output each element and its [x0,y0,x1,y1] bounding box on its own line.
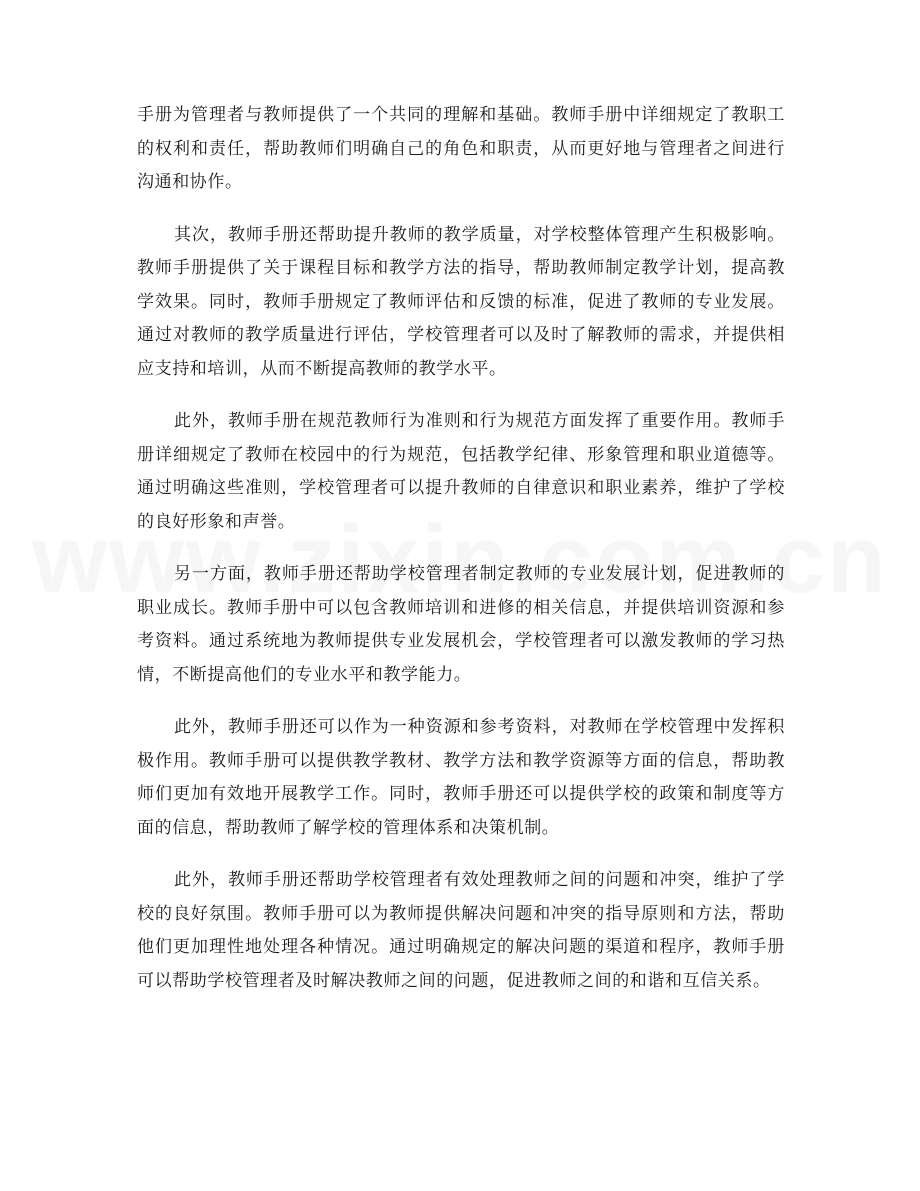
document-body [137,99,785,1017]
paragraph-1: 手册为管理者与教师提供了一个共同的理解和基础。教师手册中详细规定了教职工的权利和责任，帮助教师们明确自己的角色和职责，从而更好地与管理者之间进行沟通和协作。 [137,105,785,192]
paragraph-2: 其次，教师手册还帮助提升教师的教学质量，对学校整体管理产生积极影响。教师手册提供了关于课程目标和教学方法的指导，帮助教师制定教学计划，提高教学效果。同时，教师手册规定了教师评估和反馈的标准，促进了教师的专业发展。通过对教师的教学质量进行评估，学校管理者可以及时了解教师的需求，并提供相应支持和培训，从而不断提高教师的教学水平。 [137,224,785,379]
paragraph-4: 另一方面，教师手册还帮助学校管理者制定教师的专业发展计划，促进教师的职业成长。教师手册中可以包含教师培训和进修的相关信息，并提供培训资源和参考资料。通过系统地为教师提供专业发展机会，学校管理者可以激发教师的学习热情，不断提高他们的专业水平和教学能力。 [137,564,785,685]
paragraph-6: 此外，教师手册还帮助学校管理者有效处理教师之间的问题和冲突，维护了学校的良好氛围。教师手册可以为教师提供解决问题和冲突的指导原则和方法，帮助他们更加理性地处理各种情况。通过明确规定的解决问题的渠道和程序，教师手册可以帮助学校管理者及时解决教师之间的问题，促进教师之间的和谐和互信关系。 [137,870,785,991]
paragraph-5: 此外，教师手册还可以作为一种资源和参考资料，对教师在学校管理中发挥积极作用。教师手册可以提供教学教材、教学方法和教学资源等方面的信息，帮助教师们更加有效地开展教学工作。同时，教师手册还可以提供学校的政策和制度等方面的信息，帮助教师了解学校的管理体系和决策机制。 [137,717,785,838]
paragraph-3: 此外，教师手册在规范教师行为准则和行为规范方面发挥了重要作用。教师手册详细规定了教师在校园中的行为规范，包括教学纪律、形象管理和职业道德等。通过明确这些准则，学校管理者可以提升教师的自律意识和职业素养，维护了学校的良好形象和声誉。 [137,411,785,532]
